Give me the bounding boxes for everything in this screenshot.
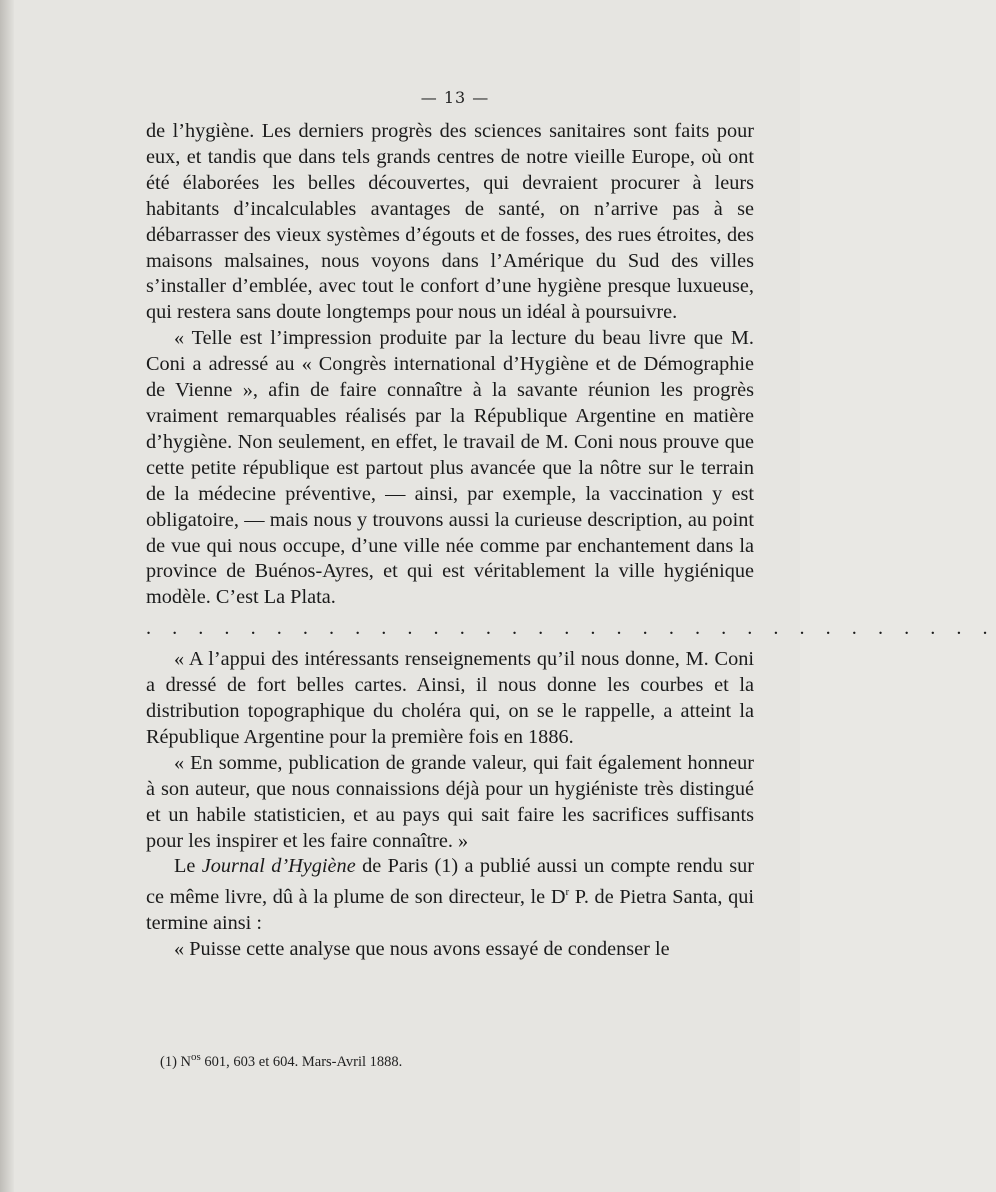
journal-title: Journal d’Hygiène bbox=[201, 855, 356, 878]
paragraph-1: de l’hygiène. Les derniers progrès des sciences sanitaires sont faits pour eux, et tandis que dans tels grands centres de notre vieille Europe, où ont été élaborées les belles découvertes, qui devraient procurer à leurs habitants d’incalculables avantages de santé, on n’arrive pas à se débarrasser des vieux systèmes d’égouts et de fosses, des rues étroites, des maisons malsaines, nous voyons dans l’Amérique du Sud des villes s’installer d’emblée, avec tout le confort d’une hygiène presque luxueuse, qui restera sans doute longtemps pour nous un idéal à poursuivre. bbox=[146, 120, 754, 324]
footnote bbox=[160, 1051, 660, 1071]
paragraph-3: « A l’appui des intéressants renseignements qu’il nous donne, M. Coni a dressé de fort belles cartes. Ainsi, il nous donne les courbes et la distribution topographique du choléra qui, on se le rappelle, a atteint la République Argentine pour la première fois en 1886. bbox=[146, 648, 754, 748]
paragraph-4: « En somme, publication de grande valeur, qui fait également honneur à son auteur, que nous connaissions déjà pour un hygiéniste très distingué et un habile statisticien, et au pays qui sait faire les sacrifices suffisants pour les inspirer et les faire connaître. » bbox=[146, 751, 754, 852]
para5-middle: de Paris (1) a publié aussi un compte rendu sur ce même livre, dû à la plume de son directeur, le D bbox=[146, 855, 754, 909]
body-text bbox=[146, 119, 996, 963]
ellipsis-row: . . . . . . . . . . . . . . . . . . . . . . . . . . . . . . . . . bbox=[146, 617, 996, 640]
paragraph-2: « Telle est l’impression produite par la lecture du beau livre que M. Coni a adressé au « Congrès international d’Hygiène et de Démographie de Vienne », afin de faire connaître à la savante réunion les progrès vraiment remarquables réalisés par la République Argentine en matière d’hygiène. Non seulement, en effet, le travail de M. Coni nous prouve que cette petite république est partout plus avancée que la nôtre sur le terrain de la médecine préventive, — ainsi, par exemple, la vaccination y est obligatoire, — mais nous y trouvons aussi la curieuse description, au point de vue qui nous occupe, d’une ville née comme par enchantement dans la province de Buénos-Ayres, et qui est véritablement la ville hygiénique modèle. C’est La Plata. bbox=[146, 327, 754, 609]
paragraph-6: « Puisse cette analyse que nous avons essayé de condenser le bbox=[174, 937, 670, 960]
page-edge-shadow bbox=[0, 0, 14, 1192]
footnote-superscript: os bbox=[191, 1051, 201, 1063]
footnote-marker: (1) N bbox=[160, 1053, 192, 1070]
para5-after: P. de Pietra Santa, qui termine ainsi : bbox=[146, 886, 754, 935]
page-number: — 13 — bbox=[420, 88, 490, 107]
doctor-superscript: r bbox=[565, 886, 570, 899]
para5-before: Le bbox=[174, 855, 202, 878]
footnote-text: 601, 603 et 604. Mars-Avril 1888. bbox=[200, 1053, 403, 1070]
paragraph-5 bbox=[146, 854, 754, 936]
